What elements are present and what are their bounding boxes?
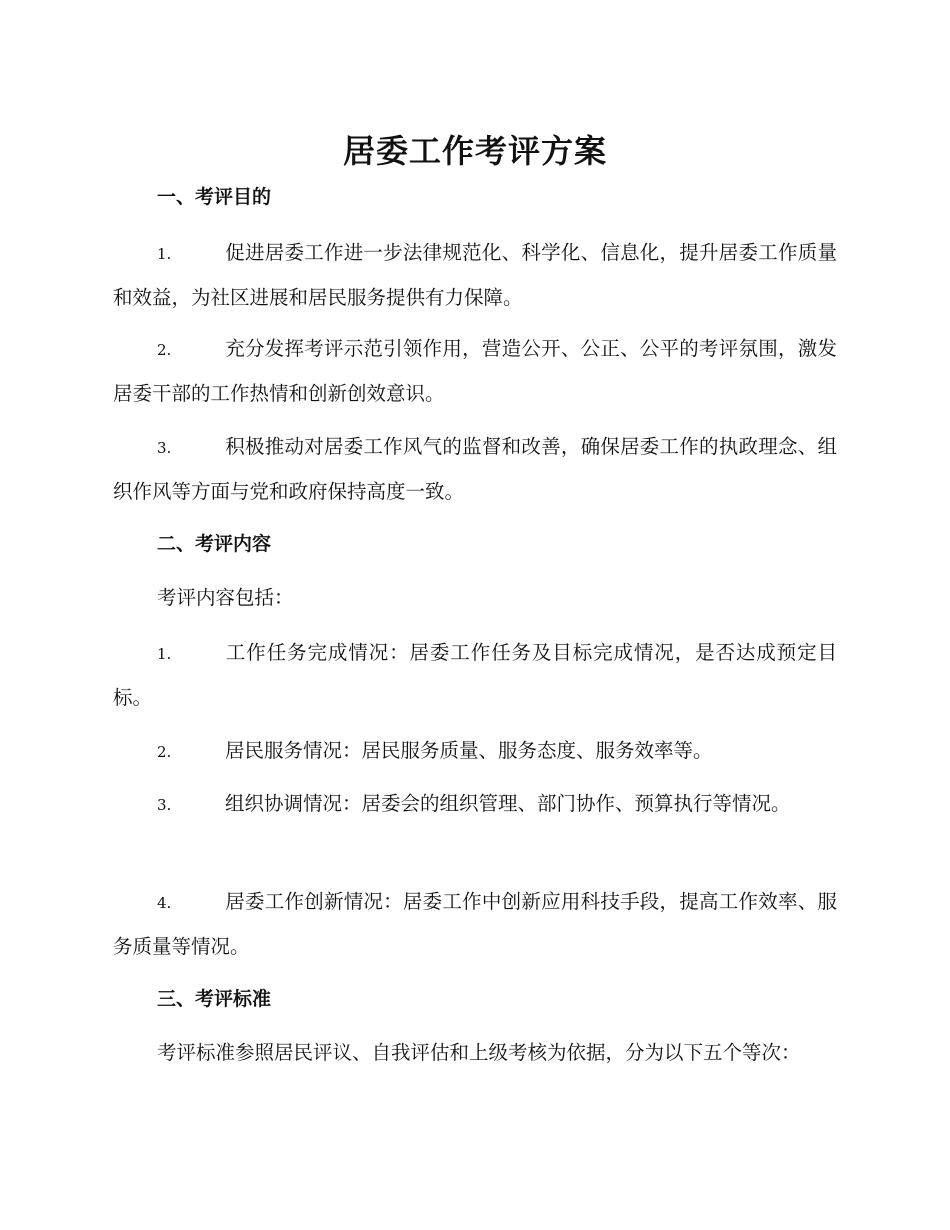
item-text: 促进居委工作进一步法律规范化、科学化、信息化，提升居委工作质量和效益，为社区进展和居民服务提供有力保障。: [113, 241, 837, 309]
item-number: 3.: [157, 796, 172, 814]
item-text: 居民服务情况：居民服务质量、服务态度、服务效率等。: [225, 739, 713, 762]
item-text: 居委工作创新情况：居委工作中创新应用科技手段，提高工作效率、服务质量等情况。: [113, 890, 837, 958]
list-item: [113, 782, 837, 827]
item-number: 2.: [157, 341, 172, 359]
item-number: 3.: [157, 439, 172, 457]
list-item: [113, 327, 837, 416]
list-item: [113, 880, 837, 969]
section-heading-standards: 三、考评标准: [157, 988, 272, 1010]
document-title: 居委工作考评方案: [342, 132, 607, 170]
section-heading-content: 二、考评内容: [157, 533, 272, 555]
item-number: 4.: [157, 894, 172, 912]
item-text: 工作任务完成情况：居委工作任务及目标完成情况，是否达成预定目标。: [113, 641, 837, 709]
item-text: 充分发挥考评示范引领作用，营造公开、公正、公平的考评氛围，激发居委干部的工作热情和创新创效意识。: [113, 337, 837, 405]
item-text: 积极推动对居委工作风气的监督和改善，确保居委工作的执政理念、组织作风等方面与党和政府保持高度一致。: [113, 435, 837, 503]
list-item: [113, 631, 837, 720]
item-number: 1.: [157, 645, 172, 663]
list-item: [113, 231, 837, 320]
item-number: 1.: [157, 245, 172, 263]
list-item: [113, 425, 837, 514]
item-number: 2.: [157, 743, 172, 761]
item-text: 组织协调情况：居委会的组织管理、部门协作、预算执行等情况。: [225, 792, 791, 815]
section-intro: 考评标准参照居民评议、自我评估和上级考核为依据，分为以下五个等次：: [157, 1041, 801, 1064]
section-intro: 考评内容包括：: [157, 586, 294, 609]
section-heading-purpose: 一、考评目的: [157, 186, 272, 208]
list-item: [113, 729, 837, 774]
